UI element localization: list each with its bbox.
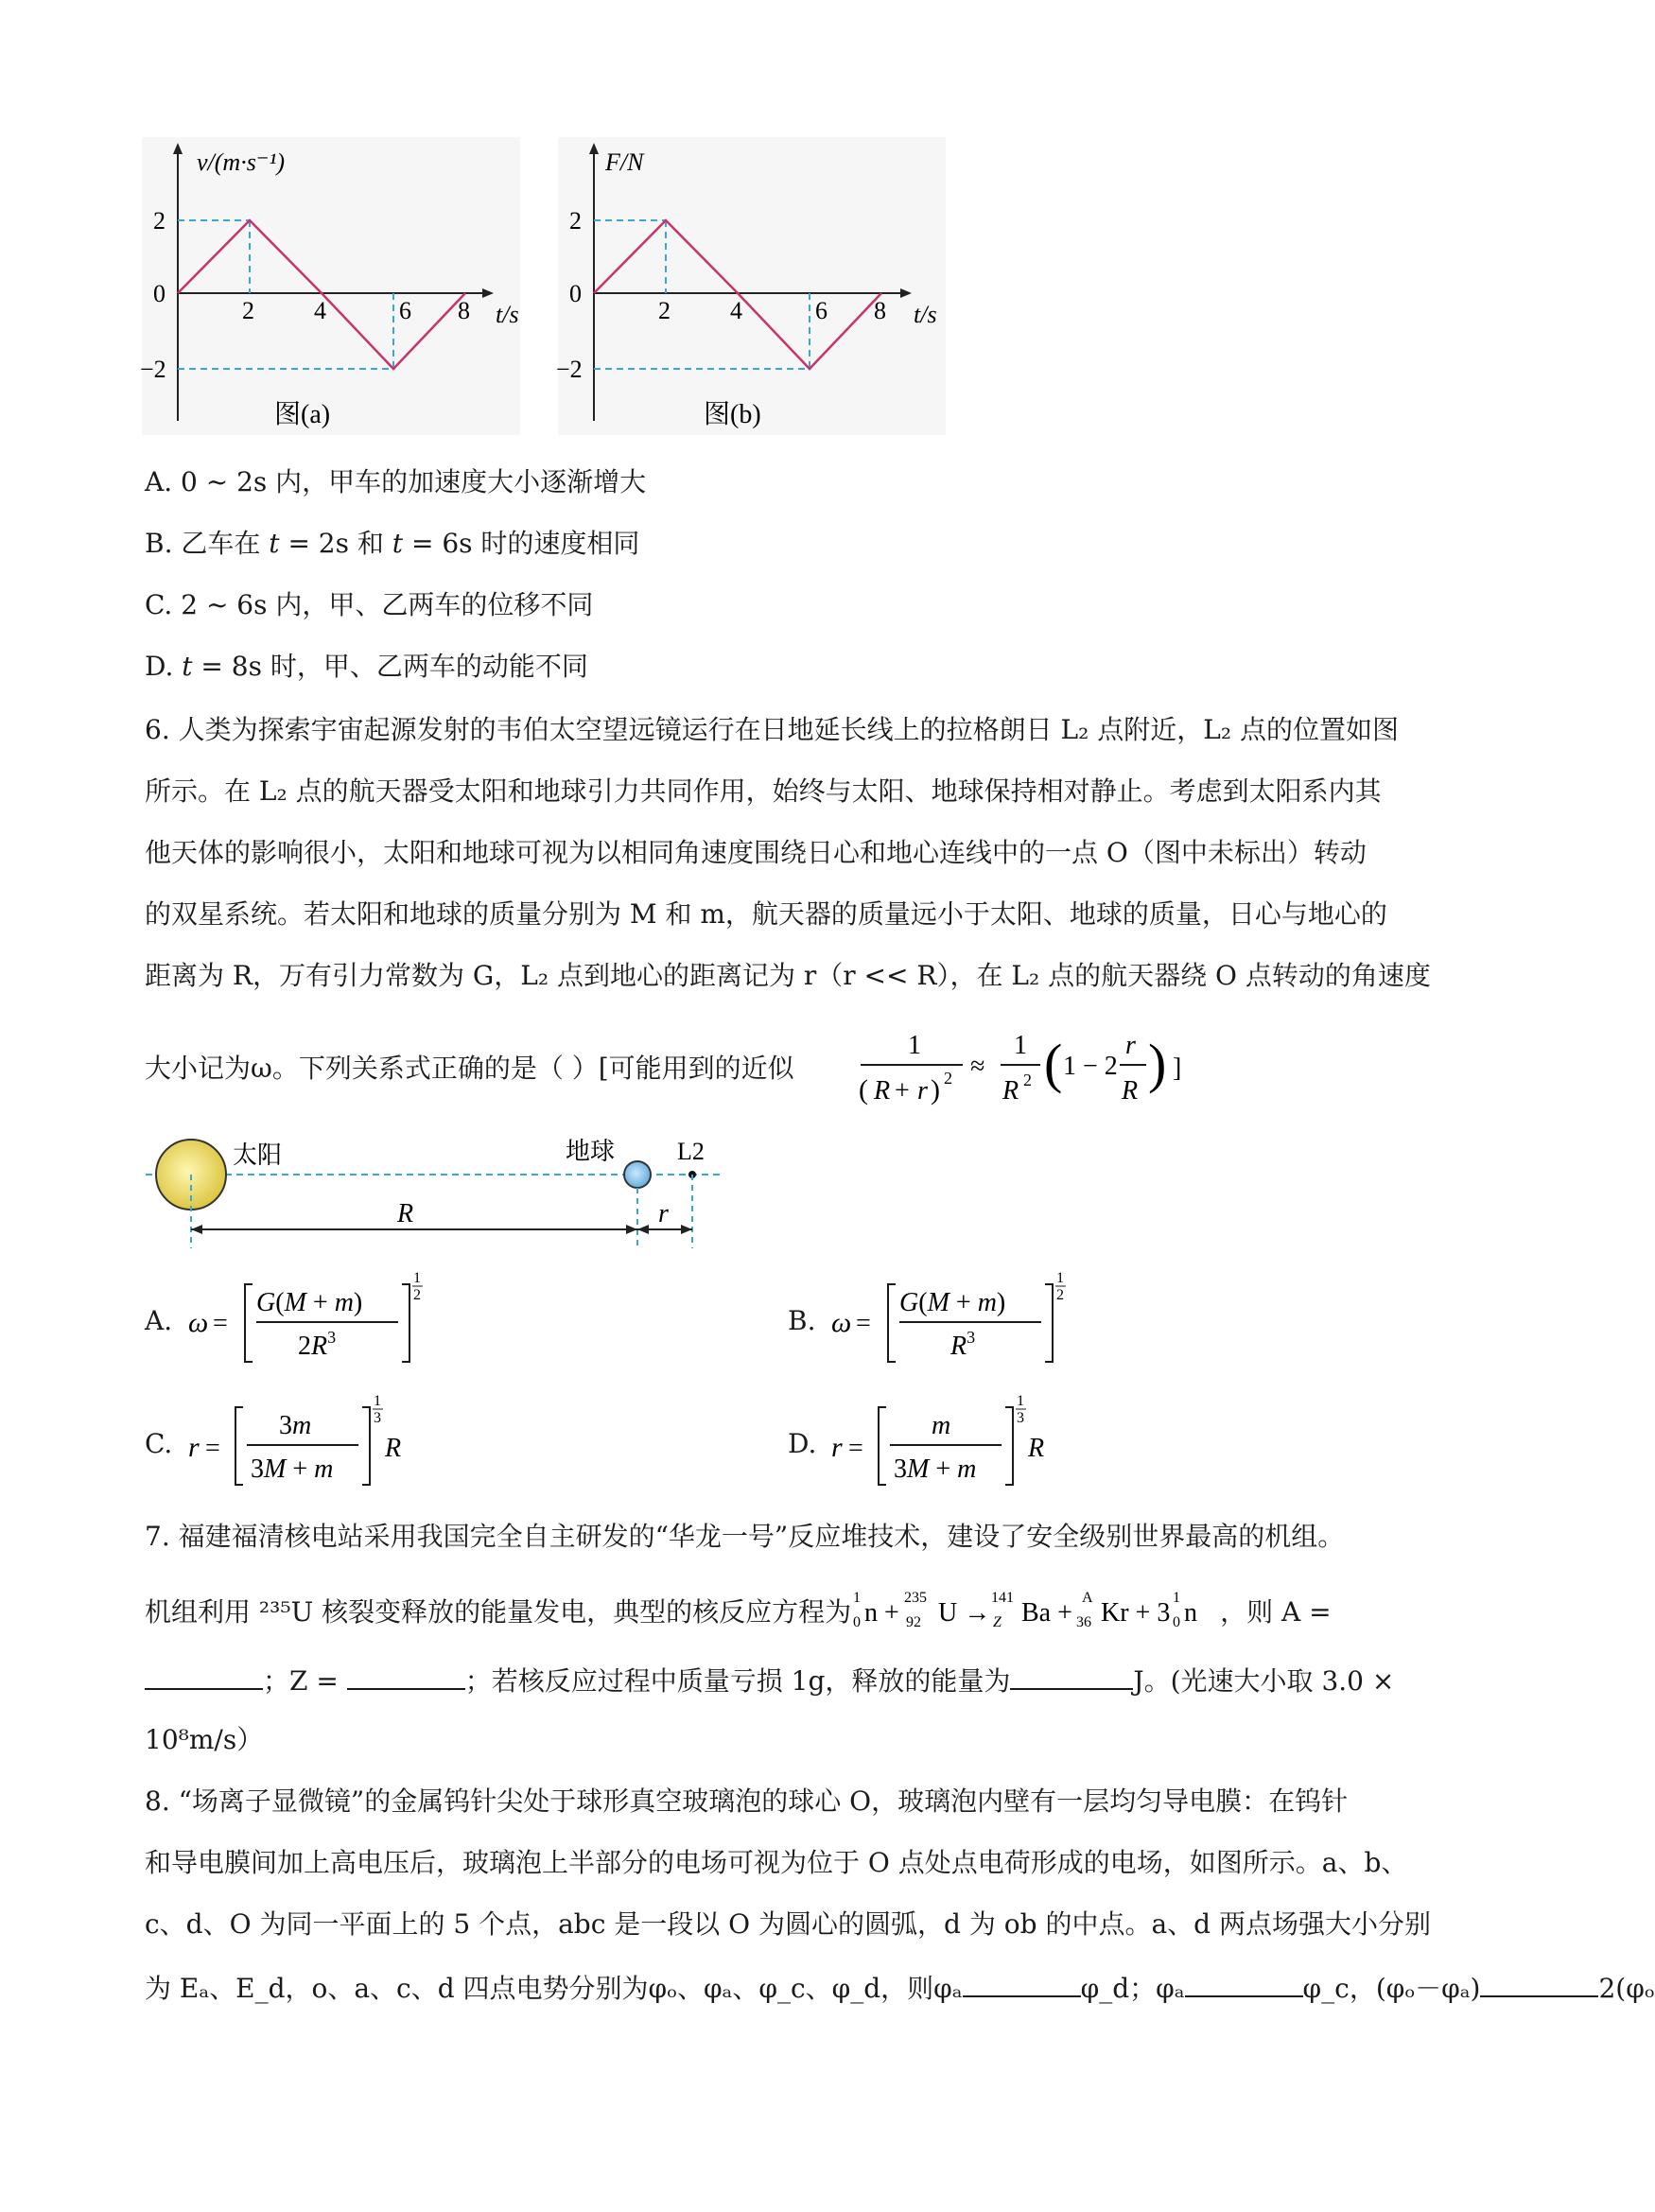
answer-blank-a[interactable]	[145, 1660, 263, 1690]
answer-blank-1[interactable]	[963, 1967, 1081, 1997]
q6-line-3: 他天体的影响很小，太阳和地球可视为以相同角速度围绕日心和地心连线中的一点 O（图中未标出）转动	[145, 837, 1367, 868]
q7-line-1: 7. 福建福清核电站采用我国完全自主研发的“华龙一号”反应堆技术，建设了安全级别世界最高的机组。	[145, 1521, 1345, 1552]
svg-text:3M + m: 3M + m	[251, 1454, 334, 1484]
svg-text:): )	[1148, 1033, 1167, 1094]
q6-line-5: 距离为 R，万有引力常数为 G，L₂ 点到地心的距离记为 r（r << R），在 L₂ 点的航天器绕 O 点转动的角速度	[145, 960, 1431, 991]
svg-text:0: 0	[853, 1614, 862, 1630]
svg-text:ω: ω	[831, 1307, 852, 1338]
svg-text:2: 2	[413, 1287, 421, 1303]
svg-text:R3: $R^3$	[950, 1328, 976, 1361]
q6-option-a-formula	[184, 1267, 430, 1371]
svg-text:2: 2	[944, 1069, 952, 1088]
svg-text:1: 1	[1014, 1031, 1027, 1060]
svg-text:=: =	[856, 1309, 871, 1338]
q5-option-c: C. 2 ~ 6s 内，甲、乙两车的位移不同	[145, 589, 594, 620]
q8-line-4: 为 Eₐ、E_d，o、a、c、d 四点电势分别为φₒ、φₐ、φ_c、φ_d，则φₐ φ_d；φₐ φ_c，(φₒ－φₐ) 2(φₒ	[145, 1967, 1655, 2008]
q6-line-2: 所示。在 L₂ 点的航天器受太阳和地球引力共同作用，始终与太阳、地球保持相对静止。考虑到太阳系内其	[145, 775, 1382, 807]
q7-line-3: ；Z = ；若核反应过程中质量亏损 1g，释放的能量为 J。(光速大小取 3.0 ×	[145, 1660, 1394, 1700]
svg-text:1: 1	[1173, 1590, 1181, 1606]
answer-blank-z[interactable]	[347, 1660, 465, 1690]
svg-text:R: R	[1002, 1076, 1019, 1106]
svg-text:r: r	[658, 1199, 669, 1228]
q6-line-4: 的双星系统。若太阳和地球的质量分别为 M 和 m，航天器的质量远小于太阳、地球的质量，日心与地心的	[145, 898, 1387, 930]
svg-text:L2: L2	[677, 1138, 705, 1165]
graph-caption: 图(b)	[704, 400, 761, 429]
svg-text:141: 141	[991, 1590, 1015, 1606]
q6-option-d-label: D.	[788, 1428, 817, 1459]
svg-text:1: 1	[1017, 1393, 1024, 1409]
svg-text:2: 2	[153, 207, 166, 235]
svg-text:4: 4	[730, 297, 742, 324]
svg-text:2: 2	[242, 297, 254, 324]
svg-text:R: R	[385, 1434, 402, 1463]
svg-text:n +: n +	[864, 1598, 899, 1628]
svg-text:=: =	[848, 1434, 863, 1463]
svg-text:6: 6	[399, 297, 411, 324]
svg-text:2: 2	[658, 297, 671, 324]
svg-text:8: 8	[458, 297, 470, 324]
x-axis-label: t/s	[914, 301, 937, 328]
q8-line-2: 和导电膜间加上高电压后，玻璃泡上半部分的电场可视为位于 O 点处点电荷形成的电场，如图所示。a、b、	[145, 1847, 1408, 1878]
q7-line-2: 机组利用 ²³⁵U 核裂变释放的能量发电，典型的核反应方程为 1 0 n + 235 92 U → 141 Z Ba + A 36 Kr + 3 1 0 n ，则 A =	[145, 1590, 1332, 1630]
svg-text:4: 4	[314, 297, 326, 324]
q6-option-b-formula	[828, 1267, 1073, 1371]
svg-text:A: A	[1082, 1590, 1093, 1606]
figure-graph-a	[142, 137, 520, 435]
svg-text:6: 6	[815, 297, 828, 324]
svg-text:n: n	[1184, 1598, 1198, 1628]
svg-text:R: R	[874, 1076, 891, 1106]
approximation-formula	[851, 1021, 1192, 1116]
svg-text:G(M + m): G(M + m)	[256, 1288, 363, 1317]
q6-option-c-formula	[184, 1390, 430, 1494]
answer-blank-energy[interactable]	[1010, 1660, 1133, 1690]
answer-blank-2[interactable]	[1185, 1967, 1303, 1997]
graph-caption: 图(a)	[274, 400, 331, 429]
svg-text:=: =	[213, 1309, 228, 1338]
nuclear-equation	[851, 1589, 1220, 1632]
svg-text:1 − 2: 1 − 2	[1063, 1052, 1118, 1081]
q5-option-d: D. t = 8s 时，甲、乙两车的动能不同	[145, 651, 588, 682]
svg-text:0: 0	[153, 280, 166, 307]
svg-text:=: =	[205, 1434, 220, 1463]
svg-text:]: ]	[1173, 1054, 1182, 1083]
figure-graph-b	[558, 137, 946, 435]
svg-text:3: 3	[374, 1410, 381, 1426]
svg-text:3M + m: 3M + m	[894, 1454, 977, 1484]
svg-text:(: (	[859, 1074, 868, 1106]
q8-line-1: 8. “场离子显微镜”的金属钨针尖处于球形真空玻璃泡的球心 O，玻璃泡内壁有一层均匀导电膜：在钨针	[145, 1785, 1349, 1817]
svg-text:235: 235	[904, 1590, 928, 1606]
svg-text:Z: Z	[993, 1614, 1002, 1630]
svg-text:−2: −2	[556, 356, 583, 383]
svg-text:太阳: 太阳	[233, 1141, 283, 1169]
svg-text:3: 3	[1017, 1410, 1024, 1426]
svg-text:8: 8	[874, 297, 886, 324]
q5-option-b: B. 乙车在 t = 2s 和 t = 6s 时的速度相同	[145, 528, 640, 559]
svg-text:2: 2	[1023, 1071, 1032, 1089]
answer-blank-3[interactable]	[1480, 1967, 1598, 1997]
svg-text:): )	[931, 1074, 940, 1106]
svg-text:+: +	[895, 1076, 910, 1106]
svg-text:r: r	[188, 1432, 200, 1463]
svg-text:地球: 地球	[566, 1138, 616, 1165]
earth-icon	[624, 1161, 651, 1188]
svg-text:r: r	[917, 1076, 928, 1106]
svg-text:0: 0	[1173, 1614, 1181, 1630]
svg-text:G(M + m): G(M + m)	[899, 1288, 1006, 1317]
svg-text:1: 1	[853, 1590, 862, 1606]
svg-text:(: (	[1044, 1033, 1063, 1094]
q6-line-6: 大小记为ω。下列关系式正确的是（ ）[可能用到的近似	[145, 1053, 794, 1084]
svg-text:r: r	[831, 1432, 843, 1463]
svg-text:2R3: $2R^3$	[298, 1328, 337, 1361]
sun-earth-diagram	[142, 1125, 728, 1258]
svg-text:92: 92	[906, 1614, 922, 1630]
q6-option-a-label: A.	[145, 1305, 173, 1336]
svg-text:36: 36	[1076, 1614, 1092, 1630]
q5-option-a: A. 0 ~ 2s 内，甲车的加速度大小逐渐增大	[145, 466, 647, 497]
svg-text:ω: ω	[188, 1307, 209, 1338]
q7-line-4: 10⁸m/s）	[145, 1724, 264, 1755]
svg-text:−2: −2	[140, 356, 166, 383]
svg-text:Kr + 3: Kr + 3	[1101, 1598, 1171, 1628]
q6-line-1: 6. 人类为探索宇宙起源发射的韦伯太空望远镜运行在日地延长线上的拉格朗日 L₂ 点附近，L₂ 点的位置如图	[145, 714, 1399, 745]
svg-text:R: R	[1028, 1434, 1045, 1463]
q6-option-c-label: C.	[145, 1428, 173, 1459]
y-axis-label: F/N	[605, 148, 644, 176]
svg-text:U →: U →	[938, 1598, 991, 1628]
svg-text:1: 1	[374, 1393, 381, 1409]
svg-text:Ba +: Ba +	[1021, 1598, 1072, 1628]
svg-text:R: R	[1122, 1076, 1139, 1106]
svg-text:r: r	[1125, 1031, 1136, 1060]
q6-option-d-formula	[828, 1390, 1073, 1494]
q8-line-3: c、d、O 为同一平面上的 5 个点，abc 是一段以 O 为圆心的圆弧，d 为 ob 的中点。a、d 两点场强大小分别	[145, 1908, 1431, 1940]
svg-text:1: 1	[908, 1031, 921, 1060]
svg-text:≈: ≈	[970, 1052, 985, 1081]
y-axis-label: v/(m·s⁻¹)	[197, 148, 285, 176]
svg-text:3m: 3m	[279, 1411, 312, 1440]
svg-text:1: 1	[1056, 1270, 1064, 1286]
svg-text:R: R	[397, 1199, 414, 1228]
svg-text:2: 2	[569, 207, 582, 235]
svg-text:1: 1	[413, 1270, 421, 1286]
svg-text:m: m	[932, 1411, 951, 1440]
q6-option-b-label: B.	[788, 1305, 816, 1336]
svg-text:0: 0	[569, 280, 582, 307]
svg-text:2: 2	[1056, 1287, 1064, 1303]
x-axis-label: t/s	[496, 301, 519, 328]
